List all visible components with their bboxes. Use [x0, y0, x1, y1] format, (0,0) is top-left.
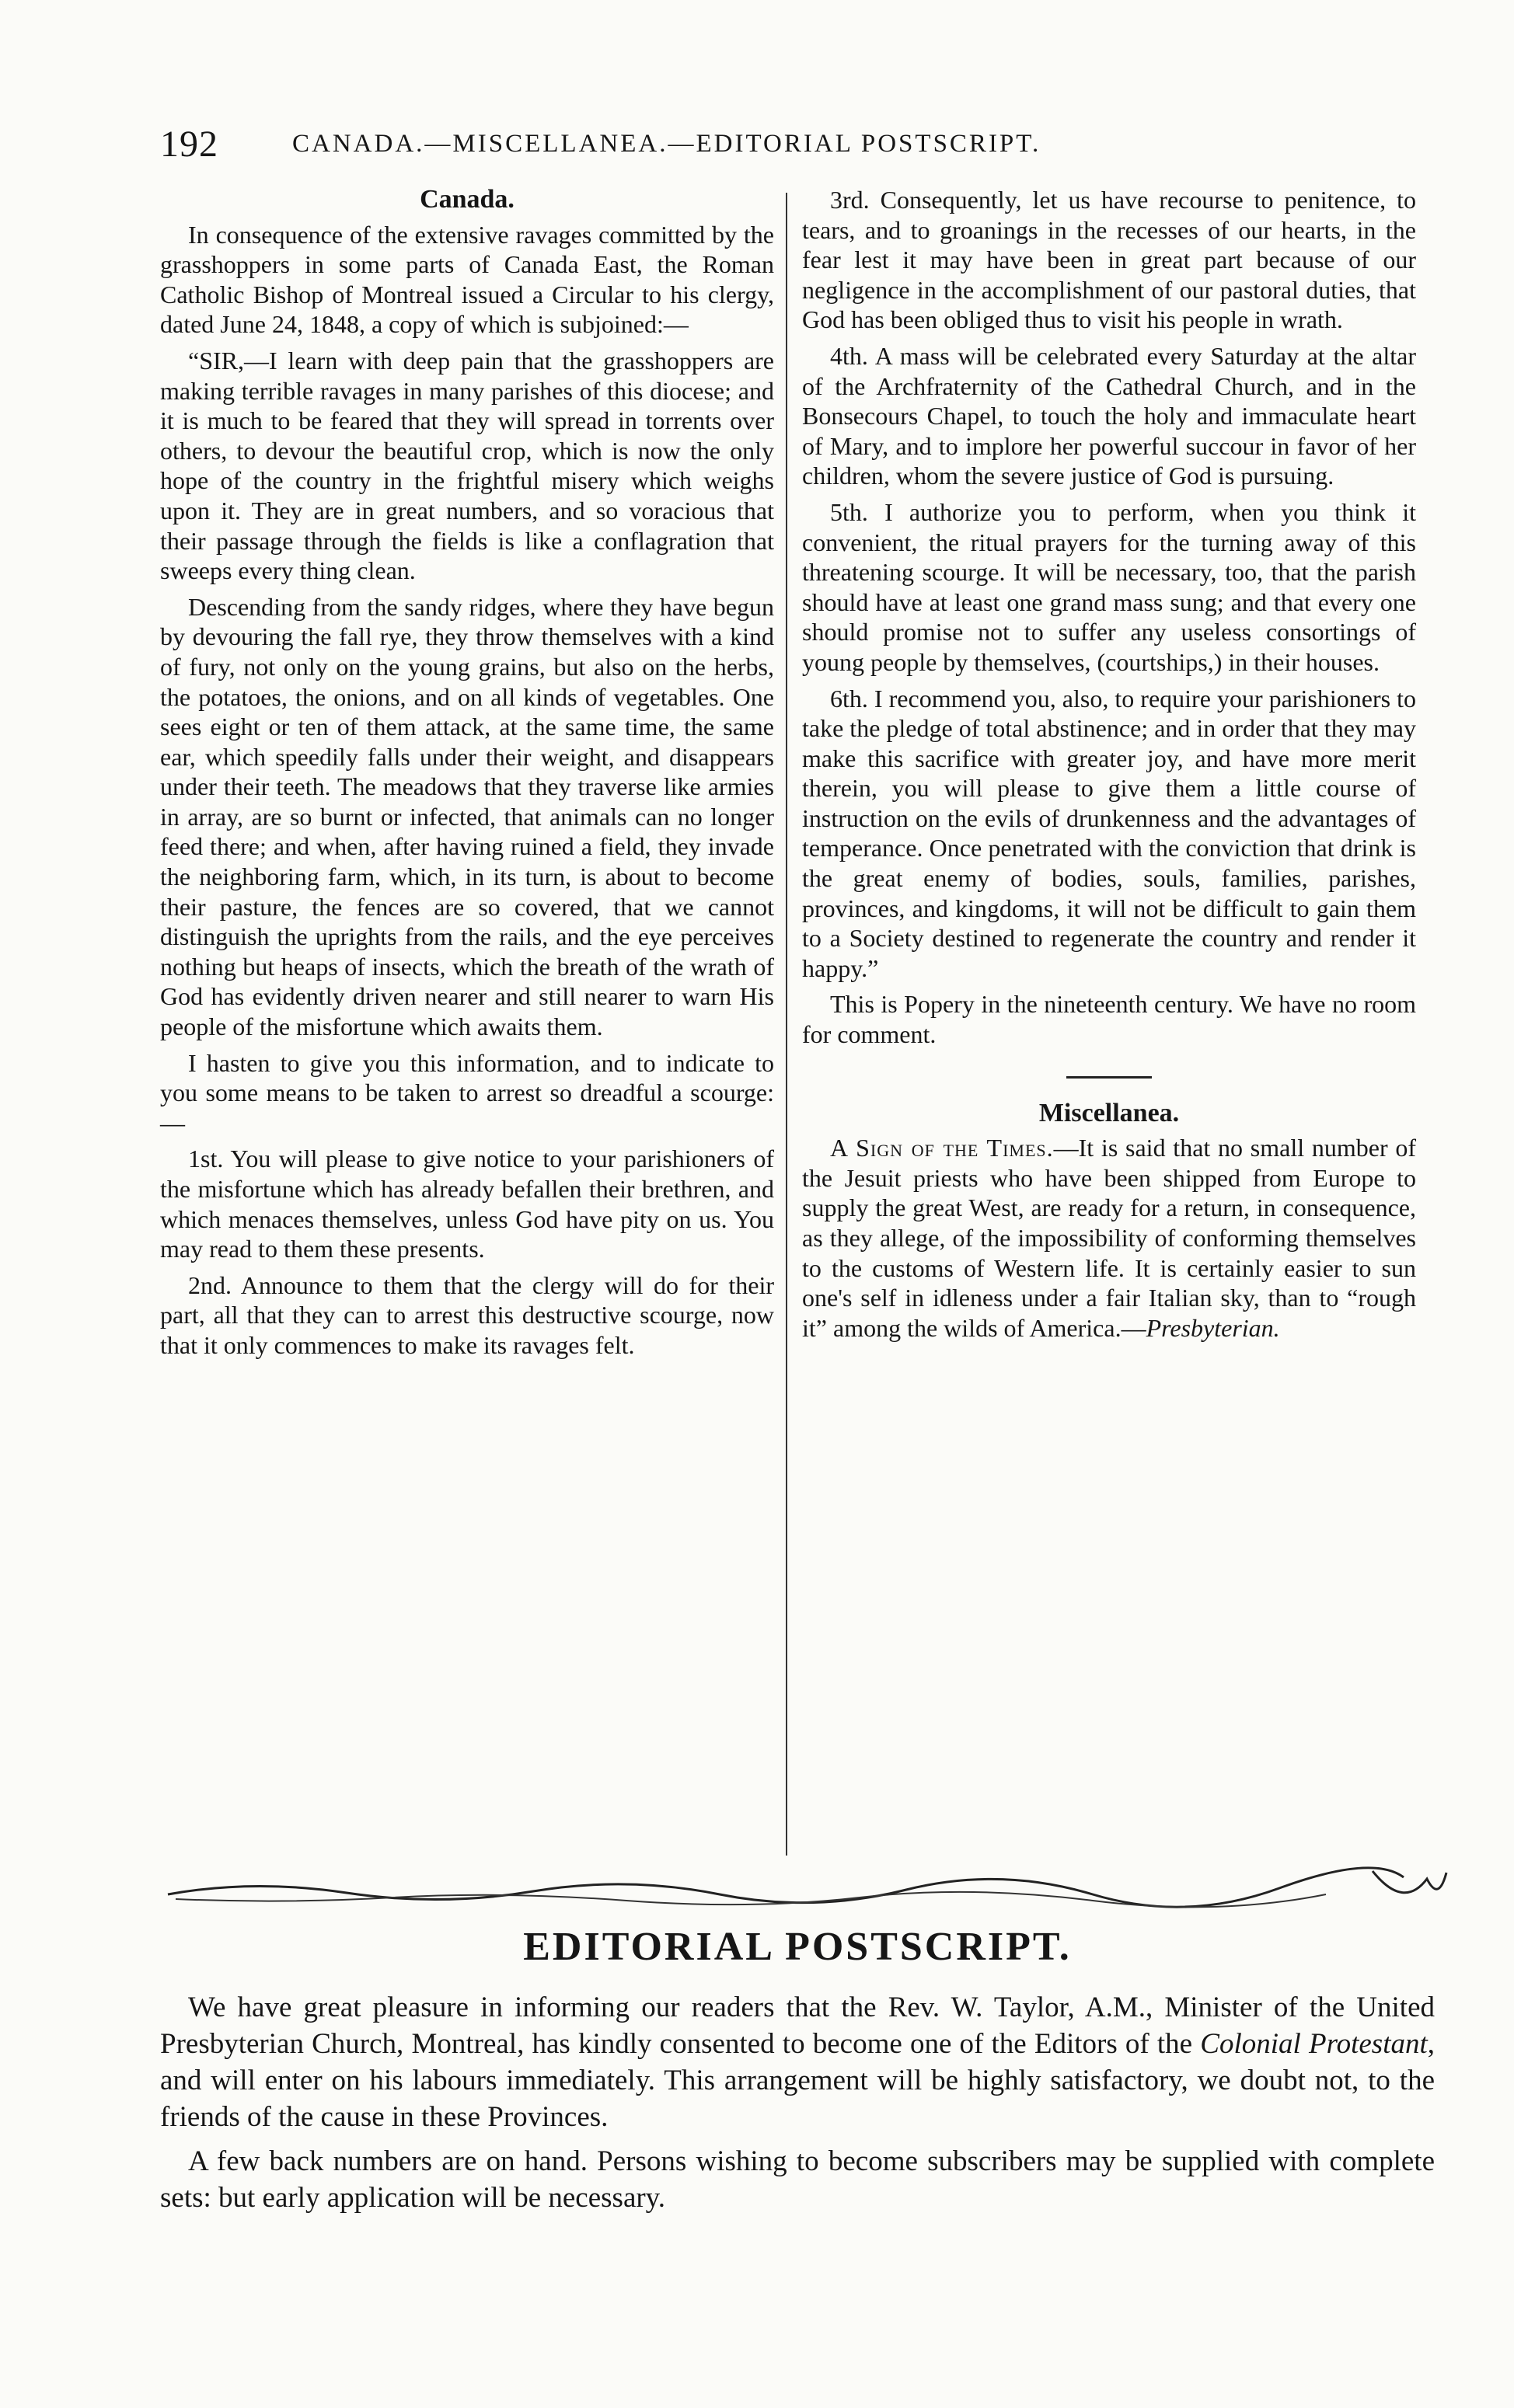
- postscript-p1-end: , and will enter on his labours immediately. This arrangement will be highly satisfactory, we doubt not, to the friends of the cause in these Provinces.: [160, 2028, 1435, 2133]
- postscript-p1-start: We have great pleasure in informing our readers that the Rev. W. Taylor, A.M., Minister of the United Presbyterian Church, Montreal, has kindly consented to become one of the Editors of the: [160, 1992, 1435, 2060]
- canada-paragraph-5: 1st. You will please to give notice to your parishioners of the misfortune which has already befallen their brethren, and which menaces themselves, unless God have pity on us. You may read to them these presents.: [160, 1145, 774, 1263]
- miscellanea-text: —It is said that no small number of the Jesuit priests who have been shipped from Europe to supply the great West, are ready for a return, in consequence, as they allege, of the impossibility of conforming themselves to the customs of Western life. It is certainly easier to sun one's self in idleness under a fair Italian sky, than to “rough it” among the wilds of America.—: [802, 1134, 1416, 1342]
- canada-paragraph-9: 5th. I authorize you to perform, when you think it convenient, the ritual prayers for the turning away of this threatening scourge. It will be necessary, too, that the parish should have at least one grand mass sung; and that every one should promise not to suffer any useless consortings of young people by themselves, (courtships,) in their houses.: [802, 497, 1416, 676]
- running-head: CANADA.—MISCELLANEA.—EDITORIAL POSTSCRIPT.: [292, 129, 1041, 158]
- miscellanea-title: Miscellanea.: [1038, 1098, 1180, 1127]
- column-divider: [786, 193, 787, 1856]
- page-header: [160, 117, 1435, 171]
- postscript-paragraph-2: A few back numbers are on hand. Persons wishing to become subscribers may be supplied with complete sets: but early application will be necessary.: [160, 2145, 1435, 2214]
- scribble-icon: [160, 1863, 1450, 1921]
- canada-title: Canada.: [420, 185, 515, 214]
- canada-paragraph-7: 3rd. Consequently, let us have recourse to penitence, to tears, and to groanings in the recesses of our hearts, in the fear lest it may have been in great part because of our negligence in the accomplishment of our pastoral duties, that God has been obliged thus to visit his people in wrath.: [802, 186, 1416, 334]
- miscellanea-paragraph: [802, 1133, 1416, 1343]
- canada-paragraph-8: 4th. A mass will be celebrated every Saturday at the altar of the Archfraternity of the Cathedral Church, and in the Bonsecours Chapel, to touch the holy and immaculate heart of Mary, and to implore her powerful succour in favor of her children, whom the severe justice of God is pursuing.: [802, 341, 1416, 490]
- postscript-paragraph-1: [160, 1989, 1435, 2135]
- canada-paragraph-11: This is Popery in the nineteenth century. We have no room for comment.: [802, 990, 1416, 1049]
- canada-paragraph-10: 6th. I recommend you, also, to require your parishioners to take the pledge of total abstinence; and in order that they may make this sacrifice with greater joy, and have more merit therein, you will please to give them a little course of instruction on the evils of drunkenness and the advantages of temperance. Once penetrated with the conviction that drink is the great enemy of bodies, souls, families, parishes, provinces, and kingdoms, it will not be difficult to gain them to a Society destined to regenerate the country and render it happy.”: [802, 684, 1416, 982]
- right-column: [802, 185, 1416, 1863]
- miscellanea-lead: A Sign of the Times.: [830, 1134, 1054, 1162]
- miscellanea-source: Presbyterian.: [1146, 1313, 1280, 1342]
- postscript-title: EDITORIAL POSTSCRIPT.: [523, 1925, 1072, 1969]
- page-number: 192: [160, 123, 218, 165]
- canada-paragraph-3: Descending from the sandy ridges, where they have begun by devouring the fall rye, they throw themselves with a kind of fury, not only on the young grains, but also on the herbs, the potatoes, the onions, and on all kinds of vegetables. One sees eight or ten of them attack, at the same time, the same ear, which speedily falls under their weight, and disappears under their teeth. The meadows that they traverse like armies in array, are so burnt or infected, that animals can no longer feed there; and when, after having ruined a field, they invade the neighboring farm, which, in its turn, is about to become their pasture, the fences are so covered, that we cannot distinguish the uprights from the rails, and the eye perceives nothing but heaps of insects, which the breath of the wrath of God has evidently driven nearer and still nearer to warn His people of the misfortune which awaits them.: [160, 592, 774, 1041]
- postscript-body: [160, 1989, 1435, 2224]
- handwritten-scribble: [160, 1863, 1450, 1921]
- postscript-p1-italic: Colonial Protestant: [1200, 2028, 1428, 2060]
- section-rule: [1066, 1076, 1152, 1079]
- canada-paragraph-2: “SIR,—I learn with deep pain that the grasshoppers are making terrible ravages in many parishes of this diocese; and it is much to be feared that they will spread in torrents over others, to devour the beautiful crop, which is now the only hope of the country in the frightful misery which weighs upon it. They are in great numbers, and so voracious that their passage through the fields is like a conflagration that sweeps every thing clean.: [160, 346, 774, 585]
- canada-paragraph-1: In consequence of the extensive ravages committed by the grasshoppers in some parts of Canada East, the Roman Catholic Bishop of Montreal issued a Circular to his clergy, dated June 24, 1848, a copy of which is subjoined:—: [160, 220, 774, 339]
- canada-paragraph-6: 2nd. Announce to them that the clergy will do for their part, all that they can to arrest this destructive scourge, now that it only commences to make its ravages felt.: [160, 1270, 774, 1359]
- canada-paragraph-4: I hasten to give you this information, and to indicate to you some means to be taken to arrest so dreadful a scourge:—: [160, 1048, 774, 1137]
- left-column: [160, 185, 774, 1863]
